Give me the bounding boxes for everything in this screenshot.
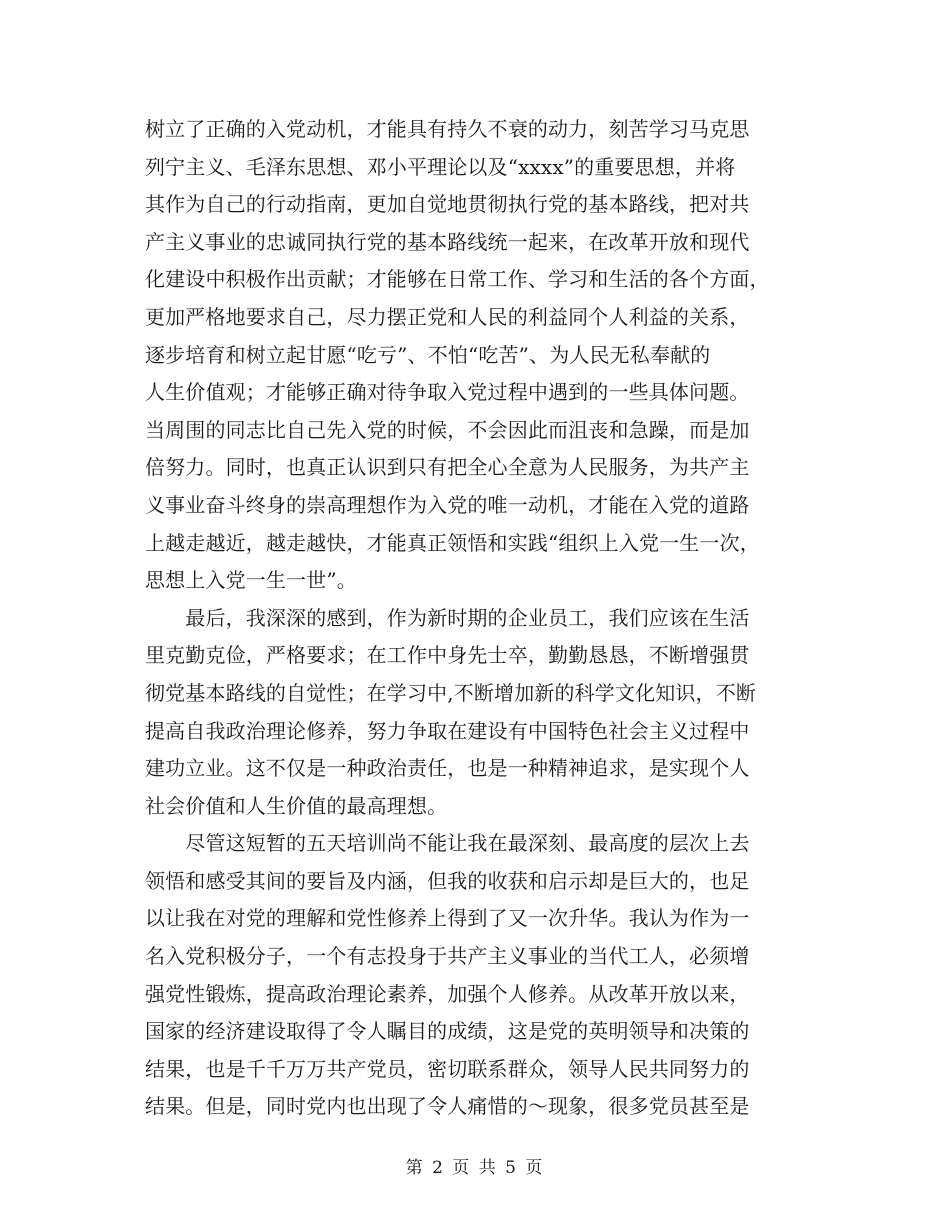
text-line: 提高自我政治理论修养，努力争取在建设有中国特色社会主义过程中: [145, 718, 750, 743]
text-line: 人生价值观；才能够正确对待争取入党过程中遇到的一些具体问题。: [145, 380, 750, 405]
body-text: [145, 111, 805, 1126]
text-line: 社会价值和人生价值的最高理想。: [145, 793, 448, 818]
text-line: 当周围的同志比自己先入党的时候，不会因此而沮丧和急躁，而是加: [145, 417, 750, 442]
text-line: 结果。但是，同时党内也出现了令人痛惜的～现象，很多党员甚至是: [145, 1094, 750, 1119]
text-line: 结果，也是千千万万共产党员，密切联系群众，领导人民共同努力的: [145, 1056, 750, 1081]
text-line: 产主义事业的忠诚同执行党的基本路线统一起来，在改革开放和现代: [145, 229, 750, 254]
text-line: 其作为自己的行动指南，更加自觉地贯彻执行党的基本路线，把对共: [145, 192, 750, 217]
text-line: 最后，我深深的感到，作为新时期的企业员工，我们应该在生活: [145, 605, 750, 630]
text-line: 领悟和感受其间的要旨及内涵，但我的收获和启示却是巨大的，也足: [145, 868, 750, 893]
text-line: 义事业奋斗终身的崇高理想作为入党的唯一动机，才能在入党的道路: [145, 492, 750, 517]
text-line: 国家的经济建设取得了令人瞩目的成绩，这是党的英明领导和决策的: [145, 1019, 750, 1044]
text-line: 倍努力。同时，也真正认识到只有把全心全意为人民服务，为共产主: [145, 455, 750, 480]
text-line: 树立了正确的入党动机，才能具有持久不衰的动力，刻苦学习马克思: [145, 117, 750, 141]
page-number-footer: 第 2 页 共 5 页: [405, 1158, 545, 1178]
text-line: 思想上入党一生一世”。: [145, 568, 357, 593]
text-line: 更加严格地要求自己，尽力摆正党和人民的利益同个人利益的关系，: [145, 304, 750, 329]
text-line: 逐步培育和树立起甘愿“吃亏”、不怕“吃苦”、为人民无私奉献的: [145, 342, 711, 367]
text-line: 列宁主义、毛泽东思想、邓小平理论以及“xxxx”的重要思想，并将: [145, 154, 736, 179]
text-line: 里克勤克俭，严格要求；在工作中身先士卒，勤勤恳恳，不断增强贯: [145, 643, 750, 668]
text-line: 名入党积极分子，一个有志投身于共产主义事业的当代工人，必须增: [145, 944, 750, 969]
text-line: 彻党基本路线的自觉性；在学习中,不断增加新的科学文化知识，不断: [145, 680, 757, 705]
text-line: 上越走越近，越走越快，才能真正领悟和实践“组织上入党一生一次，: [145, 530, 760, 555]
text-line: 建功立业。这不仅是一种政治责任，也是一种精神追求，是实现个人: [145, 756, 750, 781]
text-line: 以让我在对党的理解和党性修养上得到了又一次升华。我认为作为一: [145, 906, 750, 931]
text-line: 尽管这短暂的五天培训尚不能让我在最深刻、最高度的层次上去: [145, 831, 750, 856]
text-line: 化建设中积极作出贡献；才能够在日常工作、学习和生活的各个方面，: [145, 267, 770, 292]
text-line: 强党性锻炼，提高政治理论素养，加强个人修养。从改革开放以来，: [145, 981, 750, 1006]
